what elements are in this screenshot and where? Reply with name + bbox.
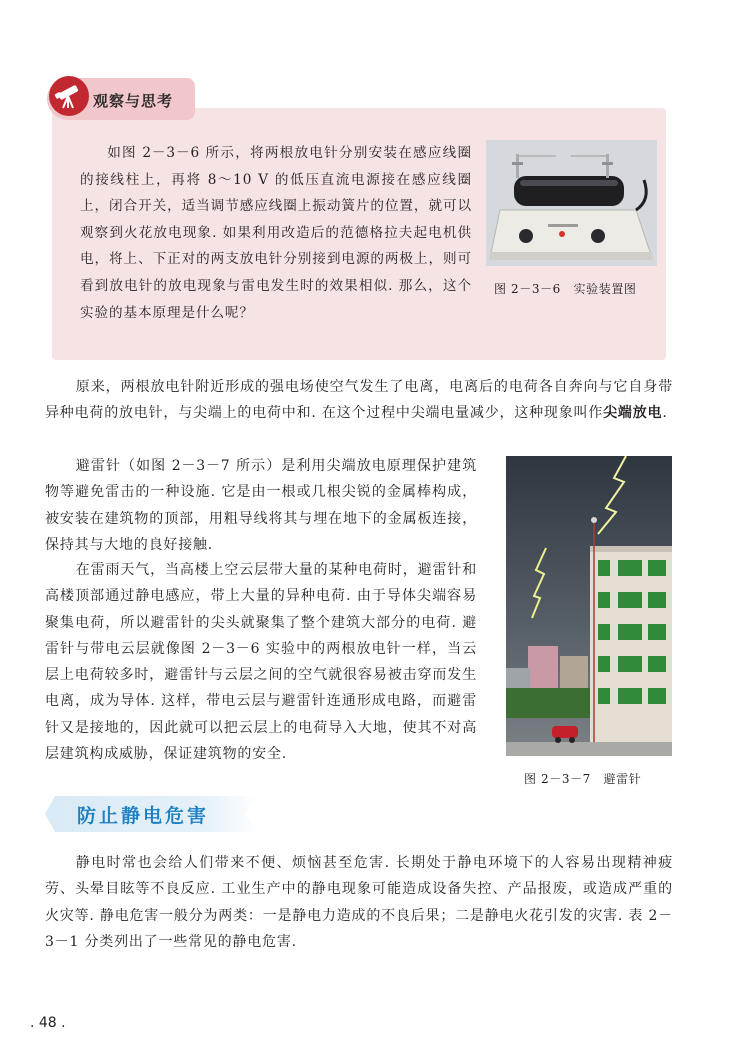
figure-caption-2-3-6: 图 2－3－6 实验装置图 xyxy=(494,282,637,296)
figure-caption-2-3-7: 图 2－3－7 避雷针 xyxy=(524,772,642,786)
paragraph-point-discharge xyxy=(45,374,673,427)
paragraph-thunderstorm: 在雷雨天气，当高楼上空云层带大量的某种电荷时，避雷针和高楼顶部通过静电感应，带上大量的异种电荷. 由于导体尖端容易聚集电荷，所以避雷针的尖头就聚集了整个建筑大部分的电荷. 避雷针与带电云层就像图 2－3－6 实验中的两根放电针一样，当云层上电荷较多时，避雷针与云层之间的空气就很容易被击穿而发生电离，成为导体. 这样，带电云层与避雷针连通形成电路，而避雷针又是接地的，因此就可以把云层上的电荷导入大地，使其不对高层建筑构成威胁，保证建筑物的安全. xyxy=(45,562,477,763)
observe-think-title: 观察与思考 xyxy=(93,92,174,110)
section-title: 防止静电危害 xyxy=(77,805,210,827)
experiment-apparatus-image xyxy=(486,140,657,266)
paragraph-point-discharge-end: . xyxy=(662,405,668,422)
paragraph-point-discharge-text: 原来，两根放电针附近形成的强电场使空气发生了电离，电离后的电荷各自奔向与它自身带异种电荷的放电针，与尖端上的电荷中和. 在这个过程中尖端电量减少，这种现象叫作 xyxy=(45,379,673,422)
paragraph-static-hazards: 静电时常也会给人们带来不便、烦恼甚至危害. 长期处于静电环境下的人容易出现精神疲劳、头晕目眩等不良反应. 工业生产中的静电现象可能造成设备失控、产品报废，或造成严重的火灾等. 静电危害一般分为两类：一是静电力造成的不良后果；二是静电火花引发的灾害. 表 2－3－1 分类列出了一些常见的静电危害. xyxy=(45,855,673,950)
lightning-rod-image xyxy=(506,456,672,756)
page-number: . 48 . xyxy=(30,1015,66,1031)
observe-think-text: 如图 2－3－6 所示，将两根放电针分别安装在感应线圈的接线柱上，再将 8～10 V 的低压直流电源接在感应线圈上，闭合开关，适当调节感应线圈上振动簧片的位置，就可以观察到火花放电现象. 如果利用改造后的范德格拉夫起电机供电，将上、下正对的两支放电针分别接到电源的两极上，则可看到放电针的放电现象与雷电发生时的效果相似. 那么，这个实验的基本原理是什么呢？ xyxy=(80,145,472,321)
term-point-discharge: 尖端放电 xyxy=(603,405,663,422)
telescope-icon xyxy=(49,76,89,116)
paragraph-lightning-rod: 避雷针（如图 2－3－7 所示）是利用尖端放电原理保护建筑物等避免雷击的一种设施. 它是由一根或几根尖锐的金属棒构成，被安装在建筑物的顶部，用粗导线将其与埋在地下的金属板连接，保持其与大地的良好接触. xyxy=(45,458,477,553)
